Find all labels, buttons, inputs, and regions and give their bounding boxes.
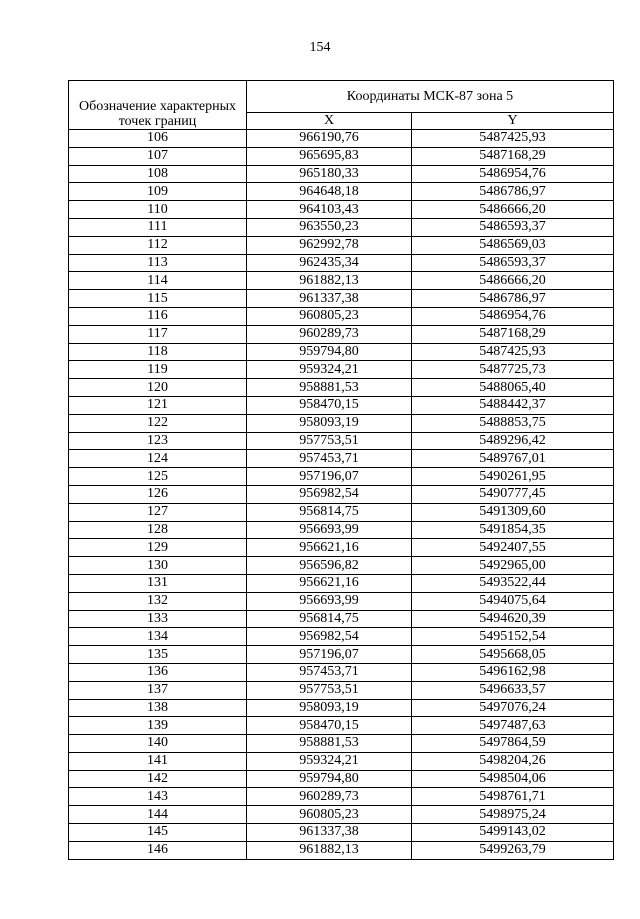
point-cell: 129	[69, 539, 247, 557]
x-cell: 961337,38	[247, 290, 412, 308]
point-cell: 139	[69, 717, 247, 735]
table-row	[69, 628, 614, 646]
table-row	[69, 450, 614, 468]
y-cell: 5489767,01	[412, 450, 614, 468]
point-cell: 143	[69, 788, 247, 806]
table-row	[69, 485, 614, 503]
x-cell: 958470,15	[247, 717, 412, 735]
table-row	[69, 699, 614, 717]
x-cell: 957196,07	[247, 468, 412, 486]
y-cell: 5488853,75	[412, 414, 614, 432]
x-cell: 959794,80	[247, 343, 412, 361]
point-cell: 134	[69, 628, 247, 646]
point-cell: 131	[69, 574, 247, 592]
table-row	[69, 557, 614, 575]
x-cell: 962992,78	[247, 236, 412, 254]
table-row	[69, 396, 614, 414]
y-cell: 5487425,93	[412, 343, 614, 361]
table-row	[69, 236, 614, 254]
y-cell: 5497864,59	[412, 735, 614, 753]
point-cell: 110	[69, 201, 247, 219]
point-cell: 136	[69, 663, 247, 681]
y-cell: 5486593,37	[412, 218, 614, 236]
y-cell: 5486666,20	[412, 272, 614, 290]
point-cell: 127	[69, 503, 247, 521]
x-cell: 957453,71	[247, 663, 412, 681]
x-cell: 965695,83	[247, 147, 412, 165]
y-cell: 5488442,37	[412, 396, 614, 414]
header-y: Y	[412, 113, 614, 130]
point-cell: 118	[69, 343, 247, 361]
table-row	[69, 539, 614, 557]
y-cell: 5498975,24	[412, 806, 614, 824]
table-row	[69, 788, 614, 806]
table-row	[69, 343, 614, 361]
x-cell: 956814,75	[247, 610, 412, 628]
x-cell: 960805,23	[247, 806, 412, 824]
y-cell: 5498761,71	[412, 788, 614, 806]
table-row	[69, 201, 614, 219]
y-cell: 5499143,02	[412, 824, 614, 842]
x-cell: 957753,51	[247, 432, 412, 450]
y-cell: 5486593,37	[412, 254, 614, 272]
y-cell: 5487725,73	[412, 361, 614, 379]
table-row	[69, 752, 614, 770]
y-cell: 5487168,29	[412, 147, 614, 165]
table-row	[69, 183, 614, 201]
x-cell: 959794,80	[247, 770, 412, 788]
table-row	[69, 574, 614, 592]
x-cell: 960805,23	[247, 307, 412, 325]
table-row	[69, 503, 614, 521]
point-cell: 108	[69, 165, 247, 183]
point-cell: 132	[69, 592, 247, 610]
header-x: X	[247, 113, 412, 130]
point-cell: 144	[69, 806, 247, 824]
point-cell: 115	[69, 290, 247, 308]
x-cell: 958093,19	[247, 414, 412, 432]
point-cell: 111	[69, 218, 247, 236]
table-row	[69, 165, 614, 183]
y-cell: 5486786,97	[412, 183, 614, 201]
point-cell: 137	[69, 681, 247, 699]
y-cell: 5487168,29	[412, 325, 614, 343]
y-cell: 5498504,06	[412, 770, 614, 788]
table-row	[69, 735, 614, 753]
y-cell: 5498204,26	[412, 752, 614, 770]
x-cell: 958881,53	[247, 379, 412, 397]
x-cell: 963550,23	[247, 218, 412, 236]
table-row	[69, 432, 614, 450]
x-cell: 964103,43	[247, 201, 412, 219]
table-row	[69, 841, 614, 859]
y-cell: 5497487,63	[412, 717, 614, 735]
point-cell: 106	[69, 130, 247, 148]
table-row	[69, 806, 614, 824]
y-cell: 5487425,93	[412, 130, 614, 148]
y-cell: 5492965,00	[412, 557, 614, 575]
table-row	[69, 325, 614, 343]
header-coordinate-system: Координаты МСК-87 зона 5	[247, 81, 614, 113]
x-cell: 961337,38	[247, 824, 412, 842]
table-row	[69, 770, 614, 788]
point-cell: 113	[69, 254, 247, 272]
x-cell: 965180,33	[247, 165, 412, 183]
coordinates-table	[68, 80, 614, 860]
point-cell: 122	[69, 414, 247, 432]
y-cell: 5486666,20	[412, 201, 614, 219]
y-cell: 5495668,05	[412, 646, 614, 664]
y-cell: 5492407,55	[412, 539, 614, 557]
point-cell: 141	[69, 752, 247, 770]
y-cell: 5486954,76	[412, 165, 614, 183]
x-cell: 958093,19	[247, 699, 412, 717]
point-cell: 112	[69, 236, 247, 254]
point-cell: 121	[69, 396, 247, 414]
point-cell: 117	[69, 325, 247, 343]
point-cell: 116	[69, 307, 247, 325]
y-cell: 5486954,76	[412, 307, 614, 325]
table-row	[69, 824, 614, 842]
x-cell: 956982,54	[247, 628, 412, 646]
point-cell: 107	[69, 147, 247, 165]
x-cell: 960289,73	[247, 788, 412, 806]
x-cell: 961882,13	[247, 272, 412, 290]
x-cell: 956621,16	[247, 539, 412, 557]
table-row	[69, 379, 614, 397]
table-row	[69, 272, 614, 290]
x-cell: 960289,73	[247, 325, 412, 343]
point-cell: 124	[69, 450, 247, 468]
x-cell: 956814,75	[247, 503, 412, 521]
y-cell: 5497076,24	[412, 699, 614, 717]
x-cell: 956693,99	[247, 592, 412, 610]
point-cell: 109	[69, 183, 247, 201]
x-cell: 957453,71	[247, 450, 412, 468]
y-cell: 5488065,40	[412, 379, 614, 397]
y-cell: 5489296,42	[412, 432, 614, 450]
header-point-designation: Обозначение характерных точек границ	[69, 81, 247, 130]
x-cell: 961882,13	[247, 841, 412, 859]
x-cell: 957196,07	[247, 646, 412, 664]
point-cell: 145	[69, 824, 247, 842]
table-row	[69, 254, 614, 272]
x-cell: 962435,34	[247, 254, 412, 272]
y-cell: 5486786,97	[412, 290, 614, 308]
table-row	[69, 414, 614, 432]
point-cell: 123	[69, 432, 247, 450]
y-cell: 5493522,44	[412, 574, 614, 592]
table-row	[69, 663, 614, 681]
point-cell: 142	[69, 770, 247, 788]
point-cell: 140	[69, 735, 247, 753]
table-row	[69, 521, 614, 539]
table-row	[69, 468, 614, 486]
point-cell: 135	[69, 646, 247, 664]
x-cell: 959324,21	[247, 361, 412, 379]
table-row	[69, 307, 614, 325]
x-cell: 956982,54	[247, 485, 412, 503]
table-row	[69, 646, 614, 664]
y-cell: 5490777,45	[412, 485, 614, 503]
point-cell: 125	[69, 468, 247, 486]
y-cell: 5496162,98	[412, 663, 614, 681]
point-cell: 133	[69, 610, 247, 628]
y-cell: 5491309,60	[412, 503, 614, 521]
table-row	[69, 218, 614, 236]
y-cell: 5494075,64	[412, 592, 614, 610]
x-cell: 959324,21	[247, 752, 412, 770]
point-cell: 114	[69, 272, 247, 290]
y-cell: 5490261,95	[412, 468, 614, 486]
point-cell: 120	[69, 379, 247, 397]
table-row	[69, 592, 614, 610]
table-row	[69, 681, 614, 699]
x-cell: 958881,53	[247, 735, 412, 753]
point-cell: 119	[69, 361, 247, 379]
table-row	[69, 361, 614, 379]
x-cell: 966190,76	[247, 130, 412, 148]
x-cell: 957753,51	[247, 681, 412, 699]
table-row	[69, 290, 614, 308]
page-number: 154	[309, 40, 331, 55]
x-cell: 964648,18	[247, 183, 412, 201]
point-cell: 130	[69, 557, 247, 575]
table-row	[69, 610, 614, 628]
point-cell: 128	[69, 521, 247, 539]
x-cell: 956693,99	[247, 521, 412, 539]
y-cell: 5491854,35	[412, 521, 614, 539]
point-cell: 138	[69, 699, 247, 717]
y-cell: 5486569,03	[412, 236, 614, 254]
table-row	[69, 147, 614, 165]
table-row	[69, 130, 614, 148]
table-row	[69, 717, 614, 735]
x-cell: 956596,82	[247, 557, 412, 575]
point-cell: 126	[69, 485, 247, 503]
y-cell: 5496633,57	[412, 681, 614, 699]
y-cell: 5494620,39	[412, 610, 614, 628]
x-cell: 956621,16	[247, 574, 412, 592]
point-cell: 146	[69, 841, 247, 859]
y-cell: 5499263,79	[412, 841, 614, 859]
y-cell: 5495152,54	[412, 628, 614, 646]
x-cell: 958470,15	[247, 396, 412, 414]
table-body	[69, 130, 614, 860]
